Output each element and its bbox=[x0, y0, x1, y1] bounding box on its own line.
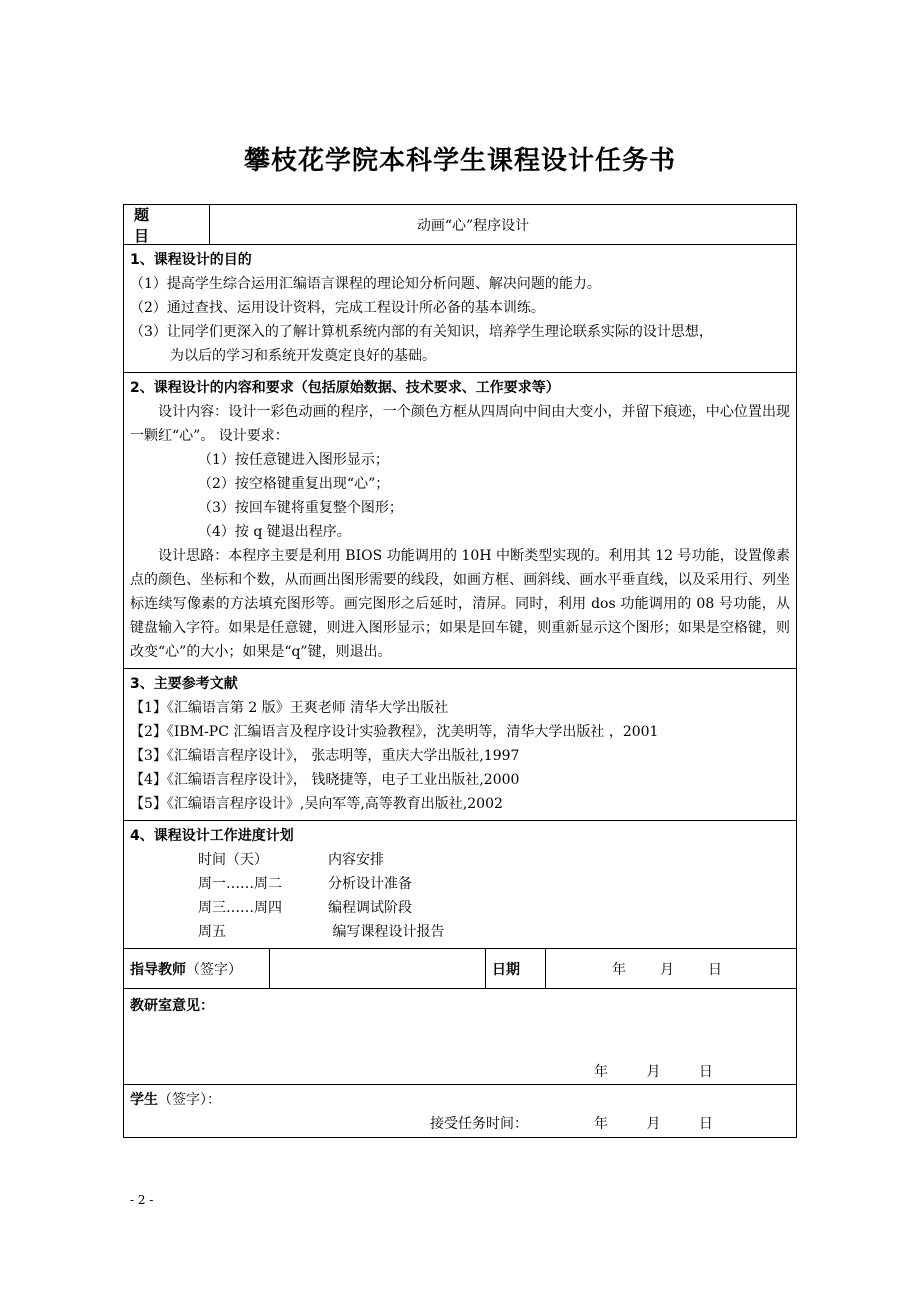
accept-time-label: 接受任务时间： bbox=[430, 1116, 528, 1132]
reference-item: 【4】《汇编语言程序设计》， 钱晓捷等，电子工业出版社,2000 bbox=[130, 772, 520, 788]
date-field[interactable] bbox=[546, 949, 796, 988]
schedule-task: 分析设计准备 bbox=[328, 876, 412, 892]
student-label-rest: （签字）： bbox=[158, 1092, 221, 1108]
requirement-item: （1）按任意键进入图形显示； bbox=[198, 452, 389, 468]
requirement-item: （2）按空格键重复出现“心”； bbox=[198, 476, 390, 492]
design-idea-paragraph: 设计思路：本程序主要是利用 BIOS 功能调用的 10H 中断类型实现的。利用其 12 号功能，设置像素点的颜色、坐标和个数，从而画出图形需要的线段，如画方框、画斜线、画水平垂直线，以及采用行、列坐标连续写像素的方法填充图形等。画完图形之后延时，清屏。同时，利用 dos 功能调用的 08 号功能，从键盘输入字符。如果是任意键，则进入图形显示；如果是回车键，则重新显示这个图形；如果是空格键，则改变“心”的大小；如果是“q”键，则退出。 bbox=[130, 548, 790, 660]
topic-row bbox=[124, 205, 796, 245]
requirement-item: （4）按 q 键退出程序。 bbox=[198, 524, 351, 540]
content-paragraph: 设计内容：设计一彩色动画的程序，一个颜色方框从四周向中间由大变小，并留下痕迹，中心位置出现一颗红“心”。 设计要求： bbox=[130, 404, 790, 444]
page-number: - 2 - bbox=[130, 1193, 154, 1207]
purpose-item: （3）让同学们更深入的了解计算机系统内部的有关知识，培养学生理论联系实际的设计思想， bbox=[130, 324, 713, 340]
teacher-label-rest: （签字） bbox=[186, 961, 242, 978]
student-section bbox=[124, 1085, 796, 1137]
teacher-label-bold: 指导教师 bbox=[130, 961, 186, 978]
teacher-label bbox=[124, 949, 270, 988]
day-label: 日 bbox=[698, 1064, 713, 1080]
schedule-section bbox=[124, 821, 796, 949]
content-heading: 2、课程设计的内容和要求（包括原始数据、技术要求、工作要求等） bbox=[130, 380, 560, 396]
schedule-row bbox=[130, 896, 790, 920]
schedule-task: 编程调试阶段 bbox=[328, 900, 412, 916]
schedule-time: 周一……周二 bbox=[198, 876, 282, 892]
reference-item: 【2】《IBM-PC 汇编语言及程序设计实验教程》，沈美明等，清华大学出版社 ，2001 bbox=[130, 724, 659, 740]
reference-item: 【5】《汇编语言程序设计》,吴向军等,高等教育出版社,2002 bbox=[130, 796, 503, 812]
year-label: 年 bbox=[594, 1116, 608, 1132]
teacher-signature-field[interactable] bbox=[270, 949, 486, 988]
schedule-row bbox=[130, 872, 790, 896]
topic-label: 题 目 bbox=[124, 205, 210, 244]
schedule-time: 周三……周四 bbox=[198, 900, 282, 916]
references-section bbox=[124, 669, 796, 821]
schedule-heading: 4、课程设计工作进度计划 bbox=[130, 828, 294, 844]
schedule-row bbox=[130, 920, 790, 944]
month-label: 月 bbox=[646, 1064, 661, 1080]
content-section bbox=[124, 373, 796, 669]
purpose-item: （2）通过查找、运用设计资料，完成工程设计所必备的基本训练。 bbox=[130, 300, 545, 316]
page-title: 攀枝花学院本科学生课程设计任务书 bbox=[243, 146, 676, 176]
requirement-item: （3）按回车键将重复整个图形； bbox=[198, 500, 403, 516]
schedule-time: 周五 bbox=[198, 924, 226, 940]
opinion-date bbox=[594, 1061, 713, 1081]
accept-date bbox=[594, 1113, 713, 1133]
day-label: 日 bbox=[708, 961, 722, 978]
task-form bbox=[123, 204, 797, 1138]
year-label: 年 bbox=[612, 961, 626, 978]
month-label: 月 bbox=[660, 961, 674, 978]
date-label: 日期 bbox=[486, 949, 546, 988]
reference-item: 【1】《汇编语言第 2 版》王爽老师 清华大学出版社 bbox=[130, 700, 449, 716]
month-label: 月 bbox=[646, 1116, 661, 1132]
opinion-label: 教研室意见： bbox=[130, 998, 214, 1014]
purpose-item: （1）提高学生综合运用汇编语言课程的理论知分析问题、解决问题的能力。 bbox=[130, 276, 601, 292]
student-label bbox=[130, 1089, 221, 1109]
purpose-section bbox=[124, 245, 796, 373]
schedule-time: 时间（天） bbox=[198, 852, 268, 868]
purpose-heading: 1、课程设计的目的 bbox=[130, 252, 252, 268]
schedule-task: 内容安排 bbox=[328, 852, 384, 868]
day-label: 日 bbox=[698, 1116, 713, 1132]
teacher-sign-row bbox=[124, 949, 796, 989]
student-label-bold: 学生 bbox=[130, 1092, 158, 1108]
reference-item: 【3】《汇编语言程序设计》， 张志明等，重庆大学出版社,1997 bbox=[130, 748, 520, 764]
schedule-row bbox=[130, 848, 790, 872]
schedule-task: 编写课程设计报告 bbox=[328, 924, 445, 940]
references-heading: 3、主要参考文献 bbox=[130, 676, 238, 692]
opinion-section bbox=[124, 989, 796, 1085]
year-label: 年 bbox=[594, 1064, 608, 1080]
purpose-item: 为以后的学习和系统开发奠定良好的基础。 bbox=[170, 348, 436, 364]
topic-value: 动画“心”程序设计 bbox=[416, 217, 530, 234]
